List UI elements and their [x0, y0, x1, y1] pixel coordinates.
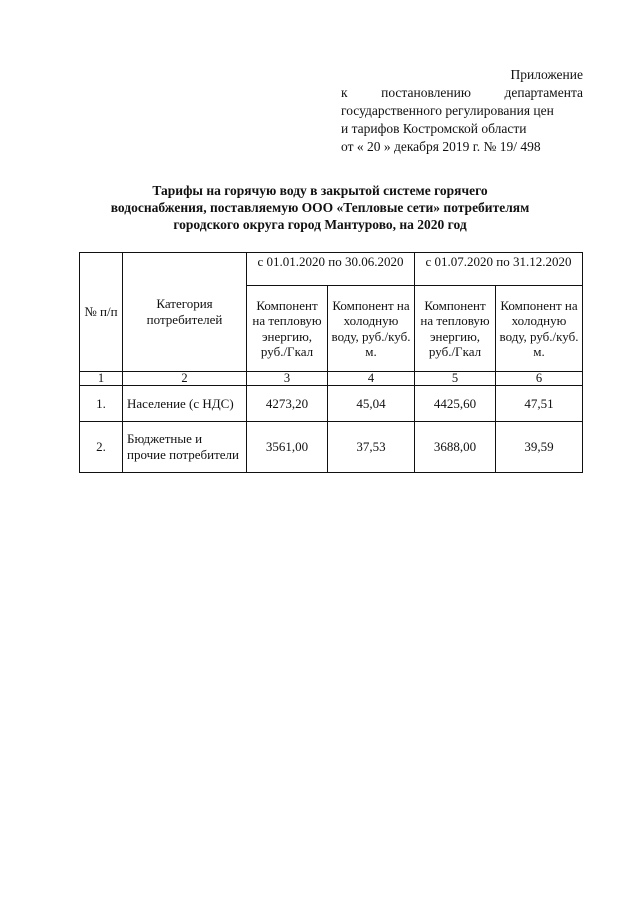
row-value: 3561,00 — [247, 422, 328, 473]
row-category: Население (с НДС) — [123, 386, 247, 422]
index-cell: 1 — [80, 372, 123, 386]
document-title — [60, 182, 580, 233]
title-line-3: городского округа город Мантурово, на 2020 год — [173, 217, 467, 232]
row-value: 45,04 — [328, 386, 415, 422]
index-cell: 2 — [123, 372, 247, 386]
index-cell: 4 — [328, 372, 415, 386]
header-component-water-1: Компонент на холодную воду, руб./куб. м. — [328, 286, 415, 372]
table-row — [80, 386, 583, 422]
header-period-2: с 01.07.2020 по 31.12.2020 — [415, 253, 583, 286]
row-value: 39,59 — [496, 422, 583, 473]
row-value: 4273,20 — [247, 386, 328, 422]
index-cell: 6 — [496, 372, 583, 386]
index-cell: 3 — [247, 372, 328, 386]
header-component-heat-2: Компонент на тепловую энергию, руб./Гкал — [415, 286, 496, 372]
index-cell: 5 — [415, 372, 496, 386]
title-line-1: Тарифы на горячую воду в закрытой системе горячего — [152, 183, 488, 198]
header-num: № п/п — [80, 253, 123, 372]
appendix-line-date: от « 20 » декабря 2019 г. № 19/ 498 — [341, 139, 541, 154]
appendix-line-department: государственного регулирования цен — [341, 103, 554, 118]
row-value: 37,53 — [328, 422, 415, 473]
row-num: 1. — [80, 386, 123, 422]
table-row — [80, 422, 583, 473]
header-component-water-2: Компонент на холодную воду, руб./куб. м. — [496, 286, 583, 372]
row-value: 4425,60 — [415, 386, 496, 422]
title-line-2: водоснабжения, поставляемую ООО «Тепловые сети» потребителям — [110, 200, 530, 215]
header-category: Категория потребителей — [123, 253, 247, 372]
appendix-title: Приложение — [510, 67, 583, 82]
appendix-line-decree: к постановлению департамента — [341, 85, 583, 100]
tariff-table — [79, 252, 583, 473]
appendix-block — [341, 66, 583, 156]
appendix-line-region: и тарифов Костромской области — [341, 121, 527, 136]
row-value: 47,51 — [496, 386, 583, 422]
row-value: 3688,00 — [415, 422, 496, 473]
row-num: 2. — [80, 422, 123, 473]
header-period-1: с 01.01.2020 по 30.06.2020 — [247, 253, 415, 286]
header-component-heat-1: Компонент на тепловую энергию, руб./Гкал — [247, 286, 328, 372]
row-category: Бюджетные и прочие потребители — [123, 422, 247, 473]
